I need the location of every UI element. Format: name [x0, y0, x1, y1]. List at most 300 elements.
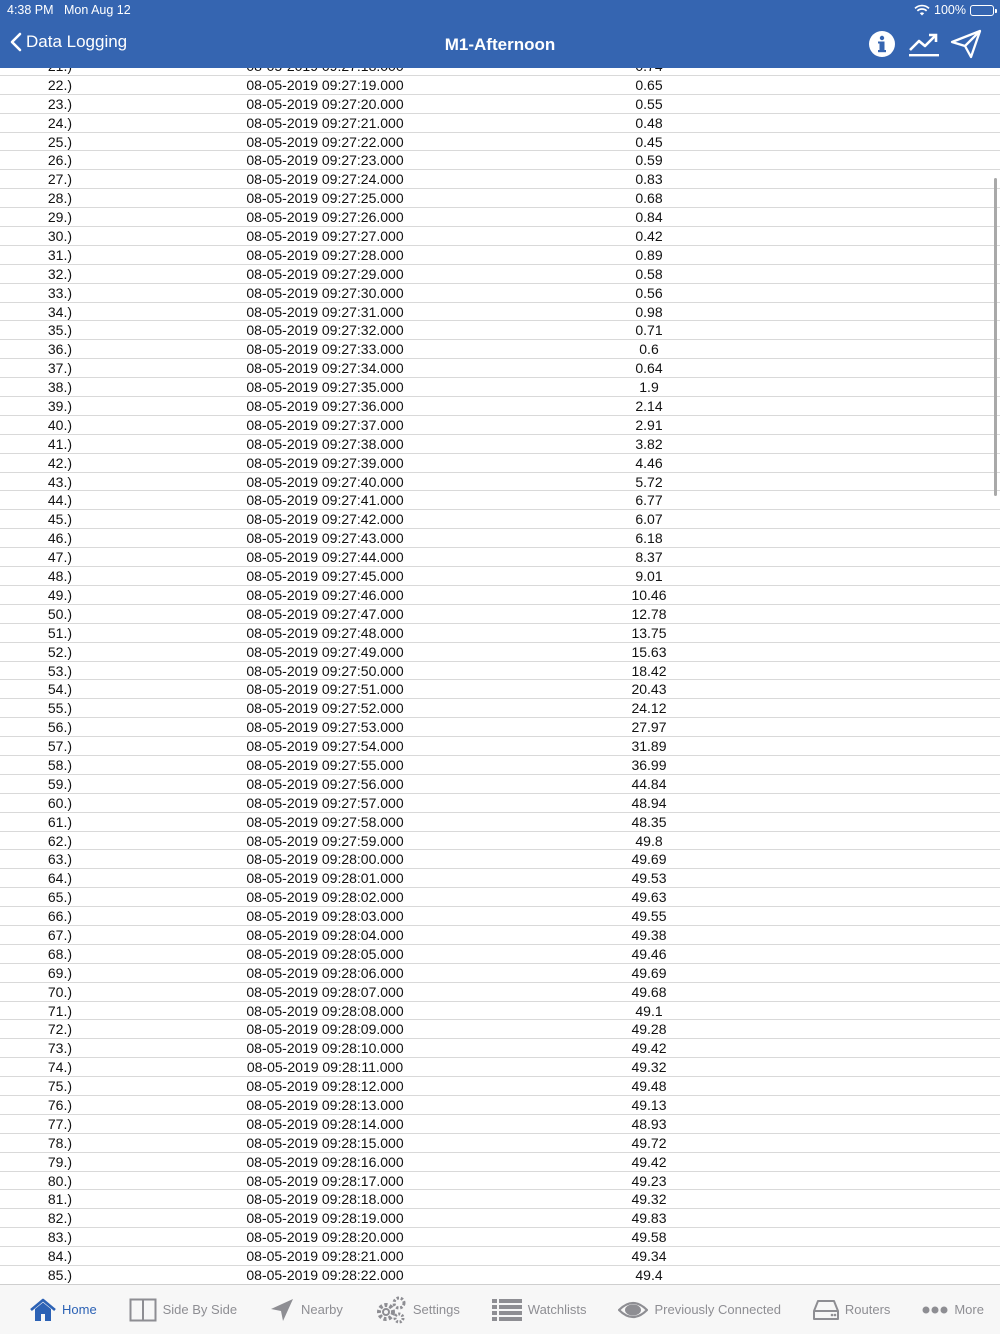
tab-label: Routers [844, 1302, 891, 1317]
row-index: 62.) [47, 832, 72, 849]
row-value: 49.53 [631, 870, 667, 887]
row-value: 36.99 [631, 756, 667, 773]
row-value: 0.89 [635, 246, 663, 263]
row-value: 49.13 [631, 1096, 667, 1113]
row-index: 22.) [47, 76, 72, 93]
row-timestamp: 08-05-2019 09:27:40.000 [246, 473, 404, 490]
row-index: 74.) [47, 1059, 72, 1076]
table-row[interactable] [0, 76, 1000, 95]
row-value: 49.38 [631, 926, 667, 943]
row-index: 81.) [47, 1191, 72, 1208]
row-value: 0.68 [635, 190, 663, 207]
table-row[interactable] [0, 473, 1000, 492]
tab-settings[interactable] [375, 1296, 460, 1324]
row-index: 80.) [47, 1172, 72, 1189]
table-row[interactable] [0, 813, 1000, 832]
status-bar [0, 0, 1000, 20]
table-row[interactable] [0, 133, 1000, 152]
table-row[interactable] [0, 1115, 1000, 1134]
table-row[interactable] [0, 662, 1000, 681]
table-row[interactable] [0, 151, 1000, 170]
row-index: 78.) [47, 1134, 72, 1151]
table-row[interactable] [0, 964, 1000, 983]
row-value: 0.64 [635, 360, 663, 377]
row-value: 0.98 [635, 303, 663, 320]
row-timestamp: 08-05-2019 09:28:08.000 [246, 1002, 404, 1019]
more-dots-icon [922, 1305, 948, 1315]
row-timestamp: 08-05-2019 09:28:05.000 [246, 945, 404, 962]
tab-label: Side By Side [162, 1302, 238, 1317]
row-index: 85.) [47, 1267, 72, 1283]
row-value: 49.42 [631, 1040, 667, 1057]
info-icon [868, 30, 896, 58]
data-log-table[interactable] [0, 57, 1000, 1285]
row-value: 0.59 [635, 152, 663, 169]
row-timestamp: 08-05-2019 09:27:41.000 [246, 492, 404, 509]
battery-icon [970, 5, 994, 16]
tab-label: Settings [412, 1302, 460, 1317]
row-timestamp: 08-05-2019 09:28:16.000 [246, 1153, 404, 1170]
row-timestamp: 08-05-2019 09:27:23.000 [246, 152, 404, 169]
table-row[interactable] [0, 491, 1000, 510]
list-icon [492, 1298, 522, 1322]
row-index: 43.) [47, 473, 72, 490]
row-value: 49.63 [631, 889, 667, 906]
row-timestamp: 08-05-2019 09:27:29.000 [246, 265, 404, 282]
chart-trend-icon [908, 30, 940, 58]
table-row[interactable] [0, 1058, 1000, 1077]
row-timestamp: 08-05-2019 09:27:42.000 [246, 511, 404, 528]
table-row[interactable] [0, 1134, 1000, 1153]
row-timestamp: 08-05-2019 09:27:20.000 [246, 95, 404, 112]
row-timestamp: 08-05-2019 09:28:12.000 [246, 1078, 404, 1095]
table-row[interactable] [0, 680, 1000, 699]
row-timestamp: 08-05-2019 09:27:57.000 [246, 794, 404, 811]
row-value: 49.34 [631, 1248, 667, 1265]
row-value: 44.84 [631, 775, 667, 792]
row-value: 0.84 [635, 209, 663, 226]
row-index: 70.) [47, 983, 72, 1000]
row-value: 49.42 [631, 1153, 667, 1170]
row-index: 50.) [47, 605, 72, 622]
row-index: 26.) [47, 152, 72, 169]
row-timestamp: 08-05-2019 09:28:00.000 [246, 851, 404, 868]
tab-label: More [954, 1302, 984, 1317]
row-index: 29.) [47, 209, 72, 226]
row-index: 24.) [47, 114, 72, 131]
table-row[interactable] [0, 416, 1000, 435]
row-index: 75.) [47, 1078, 72, 1095]
tab-label: Nearby [301, 1302, 343, 1317]
row-index: 33.) [47, 284, 72, 301]
row-value: 49.4 [635, 1267, 663, 1283]
table-row[interactable] [0, 907, 1000, 926]
table-row[interactable] [0, 189, 1000, 208]
row-value: 2.14 [635, 398, 663, 415]
row-index: 76.) [47, 1096, 72, 1113]
row-value: 5.72 [635, 473, 663, 490]
table-row[interactable] [0, 265, 1000, 284]
row-timestamp: 08-05-2019 09:27:45.000 [246, 568, 404, 585]
row-timestamp: 08-05-2019 09:28:22.000 [246, 1267, 404, 1283]
row-index: 63.) [47, 851, 72, 868]
row-value: 0.65 [635, 76, 663, 93]
row-timestamp: 08-05-2019 09:27:38.000 [246, 435, 404, 452]
table-row[interactable] [0, 454, 1000, 473]
row-index: 42.) [47, 454, 72, 471]
table-row[interactable] [0, 737, 1000, 756]
table-row[interactable] [0, 1228, 1000, 1247]
table-row[interactable] [0, 1077, 1000, 1096]
row-timestamp: 08-05-2019 09:27:25.000 [246, 190, 404, 207]
row-value: 12.78 [631, 605, 667, 622]
table-row[interactable] [0, 1002, 1000, 1021]
tab-previously-connected[interactable] [618, 1299, 780, 1321]
table-row[interactable] [0, 718, 1000, 737]
row-timestamp: 08-05-2019 09:27:50.000 [246, 662, 404, 679]
row-index: 49.) [47, 586, 72, 603]
row-value: 0.83 [635, 171, 663, 188]
row-index: 82.) [47, 1210, 72, 1227]
table-row[interactable] [0, 1190, 1000, 1209]
row-timestamp: 08-05-2019 09:27:37.000 [246, 416, 404, 433]
row-timestamp: 08-05-2019 09:27:44.000 [246, 549, 404, 566]
table-row[interactable] [0, 397, 1000, 416]
table-row[interactable] [0, 1209, 1000, 1228]
row-index: 23.) [47, 95, 72, 112]
scroll-indicator[interactable] [994, 178, 997, 496]
row-value: 49.46 [631, 945, 667, 962]
table-row[interactable] [0, 303, 1000, 322]
row-value: 27.97 [631, 719, 667, 736]
row-timestamp: 08-05-2019 09:28:02.000 [246, 889, 404, 906]
back-label: Data Logging [26, 32, 128, 51]
row-index: 56.) [47, 719, 72, 736]
table-row[interactable] [0, 1039, 1000, 1058]
row-timestamp: 08-05-2019 09:27:35.000 [246, 379, 404, 396]
row-timestamp: 08-05-2019 09:27:43.000 [246, 530, 404, 547]
row-value: 49.28 [631, 1021, 667, 1038]
row-value: 9.01 [635, 568, 663, 585]
row-value: 49.48 [631, 1078, 667, 1095]
tab-watchlists[interactable] [492, 1298, 587, 1322]
tab-more[interactable] [922, 1302, 984, 1317]
tab-nearby[interactable] [269, 1297, 343, 1323]
row-timestamp: 08-05-2019 09:27:26.000 [246, 209, 404, 226]
row-value: 20.43 [631, 681, 667, 698]
tab-bar [0, 1284, 1000, 1334]
row-value: 49.72 [631, 1134, 667, 1151]
table-row[interactable] [0, 888, 1000, 907]
table-row[interactable] [0, 227, 1000, 246]
tab-side-by-side[interactable] [129, 1298, 237, 1322]
row-timestamp: 08-05-2019 09:27:22.000 [246, 133, 404, 150]
row-value: 3.82 [635, 435, 663, 452]
chart-button[interactable] [908, 28, 940, 60]
row-timestamp: 08-05-2019 09:28:09.000 [246, 1021, 404, 1038]
row-index: 27.) [47, 171, 72, 188]
row-timestamp: 08-05-2019 09:27:36.000 [246, 398, 404, 415]
tab-home[interactable] [30, 1298, 97, 1322]
table-row[interactable] [0, 983, 1000, 1002]
row-index: 79.) [47, 1153, 72, 1170]
row-value: 31.89 [631, 738, 667, 755]
table-row[interactable] [0, 340, 1000, 359]
row-timestamp: 08-05-2019 09:27:39.000 [246, 454, 404, 471]
row-value: 49.32 [631, 1059, 667, 1076]
row-timestamp: 08-05-2019 09:27:30.000 [246, 284, 404, 301]
row-value: 18.42 [631, 662, 667, 679]
table-row[interactable] [0, 1266, 1000, 1285]
row-timestamp: 08-05-2019 09:28:13.000 [246, 1096, 404, 1113]
table-row[interactable] [0, 359, 1000, 378]
row-index: 36.) [47, 341, 72, 358]
side-by-side-icon [129, 1298, 157, 1322]
row-index: 31.) [47, 246, 72, 263]
table-row[interactable] [0, 95, 1000, 114]
send-button[interactable] [950, 28, 982, 60]
row-value: 2.91 [635, 416, 663, 433]
row-index: 67.) [47, 926, 72, 943]
row-index: 71.) [47, 1002, 72, 1019]
row-timestamp: 08-05-2019 09:28:18.000 [246, 1191, 404, 1208]
row-index: 53.) [47, 662, 72, 679]
router-icon [813, 1299, 839, 1321]
send-icon [950, 29, 982, 59]
row-value: 48.93 [631, 1115, 667, 1132]
status-date: Mon Aug 12 [63, 3, 131, 17]
table-row[interactable] [0, 756, 1000, 775]
row-value: 10.46 [631, 586, 667, 603]
row-value: 15.63 [631, 643, 667, 660]
row-timestamp: 08-05-2019 09:28:10.000 [246, 1040, 404, 1057]
row-value: 24.12 [631, 700, 667, 717]
battery-percent: 100% [934, 3, 966, 17]
row-index: 58.) [47, 756, 72, 773]
row-timestamp: 08-05-2019 09:27:54.000 [246, 738, 404, 755]
row-timestamp: 08-05-2019 09:27:48.000 [246, 624, 404, 641]
row-value: 0.45 [635, 133, 663, 150]
row-timestamp: 08-05-2019 09:27:55.000 [246, 756, 404, 773]
row-index: 57.) [47, 738, 72, 755]
table-row[interactable] [0, 1172, 1000, 1191]
table-row[interactable] [0, 435, 1000, 454]
table-row[interactable] [0, 643, 1000, 662]
row-timestamp: 08-05-2019 09:27:28.000 [246, 246, 404, 263]
tab-label: Watchlists [527, 1302, 587, 1317]
table-row[interactable] [0, 586, 1000, 605]
tab-label: Previously Connected [654, 1302, 781, 1317]
row-timestamp: 08-05-2019 09:28:15.000 [246, 1134, 404, 1151]
table-row[interactable] [0, 208, 1000, 227]
row-value: 0.58 [635, 265, 663, 282]
table-row[interactable] [0, 114, 1000, 133]
info-button[interactable] [866, 28, 898, 60]
row-value: 0.71 [635, 322, 663, 339]
row-timestamp: 08-05-2019 09:28:04.000 [246, 926, 404, 943]
row-index: 72.) [47, 1021, 72, 1038]
row-value: 49.32 [631, 1191, 667, 1208]
status-right [914, 3, 994, 17]
row-index: 68.) [47, 945, 72, 962]
table-row[interactable] [0, 1096, 1000, 1115]
row-value: 1.9 [639, 379, 659, 396]
row-timestamp: 08-05-2019 09:27:32.000 [246, 322, 404, 339]
row-index: 59.) [47, 775, 72, 792]
table-row[interactable] [0, 1247, 1000, 1266]
row-value: 0.6 [639, 341, 659, 358]
row-index: 46.) [47, 530, 72, 547]
row-timestamp: 08-05-2019 09:27:58.000 [246, 813, 404, 830]
row-value: 49.68 [631, 983, 667, 1000]
row-index: 47.) [47, 549, 72, 566]
row-value: 0.56 [635, 284, 663, 301]
table-row[interactable] [0, 605, 1000, 624]
row-timestamp: 08-05-2019 09:27:27.000 [246, 228, 404, 245]
row-value: 6.07 [635, 511, 663, 528]
row-value: 8.37 [635, 549, 663, 566]
table-row[interactable] [0, 832, 1000, 851]
row-value: 49.55 [631, 908, 667, 925]
row-index: 25.) [47, 133, 72, 150]
row-timestamp: 08-05-2019 09:27:51.000 [246, 681, 404, 698]
row-index: 60.) [47, 794, 72, 811]
table-row[interactable] [0, 284, 1000, 303]
row-value: 48.35 [631, 813, 667, 830]
row-index: 44.) [47, 492, 72, 509]
table-row[interactable] [0, 775, 1000, 794]
row-timestamp: 08-05-2019 09:27:49.000 [246, 643, 404, 660]
row-value: 6.77 [635, 492, 663, 509]
table-row[interactable] [0, 321, 1000, 340]
row-index: 48.) [47, 568, 72, 585]
table-row[interactable] [0, 567, 1000, 586]
row-index: 77.) [47, 1115, 72, 1132]
row-timestamp: 08-05-2019 09:27:59.000 [246, 832, 404, 849]
table-row[interactable] [0, 510, 1000, 529]
row-timestamp: 08-05-2019 09:28:14.000 [246, 1115, 404, 1132]
row-timestamp: 08-05-2019 09:27:52.000 [246, 700, 404, 717]
row-index: 39.) [47, 398, 72, 415]
table-row[interactable] [0, 699, 1000, 718]
table-row[interactable] [0, 246, 1000, 265]
row-value: 49.69 [631, 851, 667, 868]
row-value: 48.94 [631, 794, 667, 811]
row-index: 64.) [47, 870, 72, 887]
row-timestamp: 08-05-2019 09:28:01.000 [246, 870, 404, 887]
row-value: 6.18 [635, 530, 663, 547]
row-value: 49.23 [631, 1172, 667, 1189]
navigation-bar [0, 0, 1000, 68]
row-index: 69.) [47, 964, 72, 981]
table-row[interactable] [0, 1020, 1000, 1039]
row-timestamp: 08-05-2019 09:27:34.000 [246, 360, 404, 377]
row-value: 0.48 [635, 114, 663, 131]
row-index: 45.) [47, 511, 72, 528]
table-row[interactable] [0, 529, 1000, 548]
page-title: M1-Afternoon [444, 35, 556, 54]
row-timestamp: 08-05-2019 09:27:24.000 [246, 171, 404, 188]
home-icon [30, 1298, 56, 1322]
row-timestamp: 08-05-2019 09:27:56.000 [246, 775, 404, 792]
row-index: 84.) [47, 1248, 72, 1265]
row-timestamp: 08-05-2019 09:27:47.000 [246, 605, 404, 622]
row-timestamp: 08-05-2019 09:27:19.000 [246, 76, 404, 93]
table-row[interactable] [0, 926, 1000, 945]
row-index: 41.) [47, 435, 72, 452]
row-index: 52.) [47, 643, 72, 660]
nav-actions [866, 28, 982, 60]
row-index: 30.) [47, 228, 72, 245]
row-value: 0.55 [635, 95, 663, 112]
row-timestamp: 08-05-2019 09:27:53.000 [246, 719, 404, 736]
row-index: 54.) [47, 681, 72, 698]
table-row[interactable] [0, 794, 1000, 813]
row-timestamp: 08-05-2019 09:28:20.000 [246, 1229, 404, 1246]
row-index: 73.) [47, 1040, 72, 1057]
row-value: 49.58 [631, 1229, 667, 1246]
row-timestamp: 08-05-2019 09:28:17.000 [246, 1172, 404, 1189]
row-value: 49.1 [635, 1002, 663, 1019]
tab-routers[interactable] [813, 1299, 891, 1321]
table-row[interactable] [0, 378, 1000, 397]
row-value: 4.46 [635, 454, 663, 471]
row-value: 49.83 [631, 1210, 667, 1227]
row-timestamp: 08-05-2019 09:28:03.000 [246, 908, 404, 925]
row-value: 0.42 [635, 228, 663, 245]
row-index: 38.) [47, 379, 72, 396]
row-index: 65.) [47, 889, 72, 906]
row-timestamp: 08-05-2019 09:27:46.000 [246, 586, 404, 603]
table-row[interactable] [0, 170, 1000, 189]
row-index: 83.) [47, 1229, 72, 1246]
table-row[interactable] [0, 624, 1000, 643]
row-timestamp: 08-05-2019 09:27:33.000 [246, 341, 404, 358]
table-row[interactable] [0, 869, 1000, 888]
tab-label: Home [62, 1302, 97, 1317]
row-timestamp: 08-05-2019 09:28:06.000 [246, 964, 404, 981]
row-index: 32.) [47, 265, 72, 282]
location-arrow-icon [269, 1297, 295, 1323]
status-time: 4:38 PM [7, 3, 54, 17]
row-timestamp: 08-05-2019 09:28:19.000 [246, 1210, 404, 1227]
row-timestamp: 08-05-2019 09:28:07.000 [246, 983, 404, 1000]
row-timestamp: 08-05-2019 09:28:11.000 [246, 1059, 404, 1076]
row-index: 61.) [47, 813, 72, 830]
wifi-icon [914, 4, 930, 16]
row-index: 51.) [47, 624, 72, 641]
gears-icon [375, 1296, 407, 1324]
table-row[interactable] [0, 1153, 1000, 1172]
row-index: 28.) [47, 190, 72, 207]
row-index: 66.) [47, 908, 72, 925]
status-time-date [7, 3, 131, 17]
row-value: 13.75 [631, 624, 667, 641]
row-index: 40.) [47, 416, 72, 433]
row-index: 34.) [47, 303, 72, 320]
row-index: 35.) [47, 322, 72, 339]
row-value: 49.8 [635, 832, 663, 849]
row-timestamp: 08-05-2019 09:27:21.000 [246, 114, 404, 131]
table-row[interactable] [0, 850, 1000, 869]
table-row[interactable] [0, 548, 1000, 567]
row-index: 37.) [47, 360, 72, 377]
table-row[interactable] [0, 945, 1000, 964]
eye-icon [618, 1299, 648, 1321]
row-timestamp: 08-05-2019 09:27:31.000 [246, 303, 404, 320]
row-timestamp: 08-05-2019 09:28:21.000 [246, 1248, 404, 1265]
row-index: 55.) [47, 700, 72, 717]
